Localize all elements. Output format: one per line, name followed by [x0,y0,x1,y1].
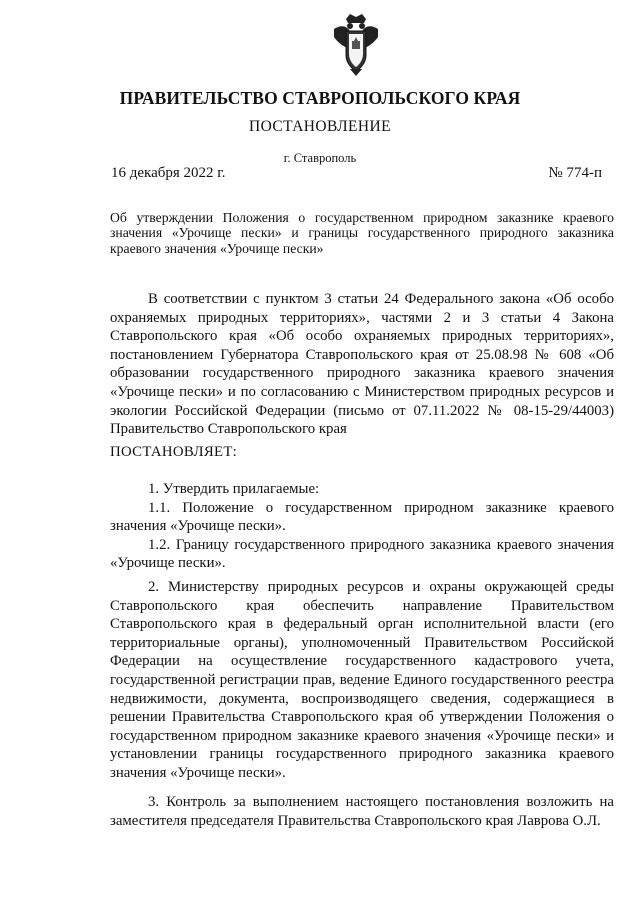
items-block [110,480,614,573]
government-title: ПРАВИТЕЛЬСТВО СТАВРОПОЛЬСКОГО КРАЯ [119,88,521,108]
preamble-paragraph: В соответствии с пунктом 3 статьи 24 Федерального закона «Об особо охраняемых природных территориях», частями 2 и 3 статьи 4 Закона Ставропольского края «Об особо охраняемых природных территориях», постановлением Губернатора Ставропольского края от 25.08.98 № 608 «Об образовании государственного природного заказника краевого значения «Урочище пески» и по согласованию с Министерством природных ресурсов и экологии Российской Федерации (письмо от 07.11.2022 № 08-15-29/44003) Правительство Ставропольского края [110,291,614,438]
item-1: 1. Утвердить прилагаемые: [148,481,320,497]
document-type: ПОСТАНОВЛЕНИЕ [249,118,391,135]
item-1-1: 1.1. Положение о государственном природном заказнике краевого значения «Урочище пески». [110,499,614,535]
item-2: 2. Министерству природных ресурсов и охраны окружающей среды Ставропольского края обеспечить направление Правительством Ставропольского края в федеральный орган исполнительной власти (его территориальные органы), уполномоченный Правительством Российской Федерации на осуществление государственного кадастрового учета, государственной регистрации прав, ведение Единого государственного реестра недвижимости, документа, воспроизводящего сведения, содержащиеся в решении Правительства Ставропольского края об утверждении Положения о государственном природном заказнике краевого значения «Урочище пески» и установлении границы государственного природного заказника краевого значения «Урочище пески». [110,579,614,781]
document-subject: Об утверждении Положения о государственном природном заказнике краевого значения «Урочище пески» и границы государственного природного заказника краевого значения «Урочище пески» [110,210,614,256]
document-date: 16 декабря 2022 г. [111,165,226,181]
item-3: 3. Контроль за выполнением настоящего постановления возложить на заместителя председателя Правительства Ставропольского края Лаврова О.Л. [110,794,614,829]
coat-of-arms-icon [330,13,382,77]
city-label: г. Ставрополь [283,151,357,165]
item-1-2: 1.2. Границу государственного природного заказника краевого значения «Урочище пески». [110,536,614,572]
document-number: № 774-п [548,165,602,181]
resolves-heading: ПОСТАНОВЛЯЕТ: [110,444,238,460]
